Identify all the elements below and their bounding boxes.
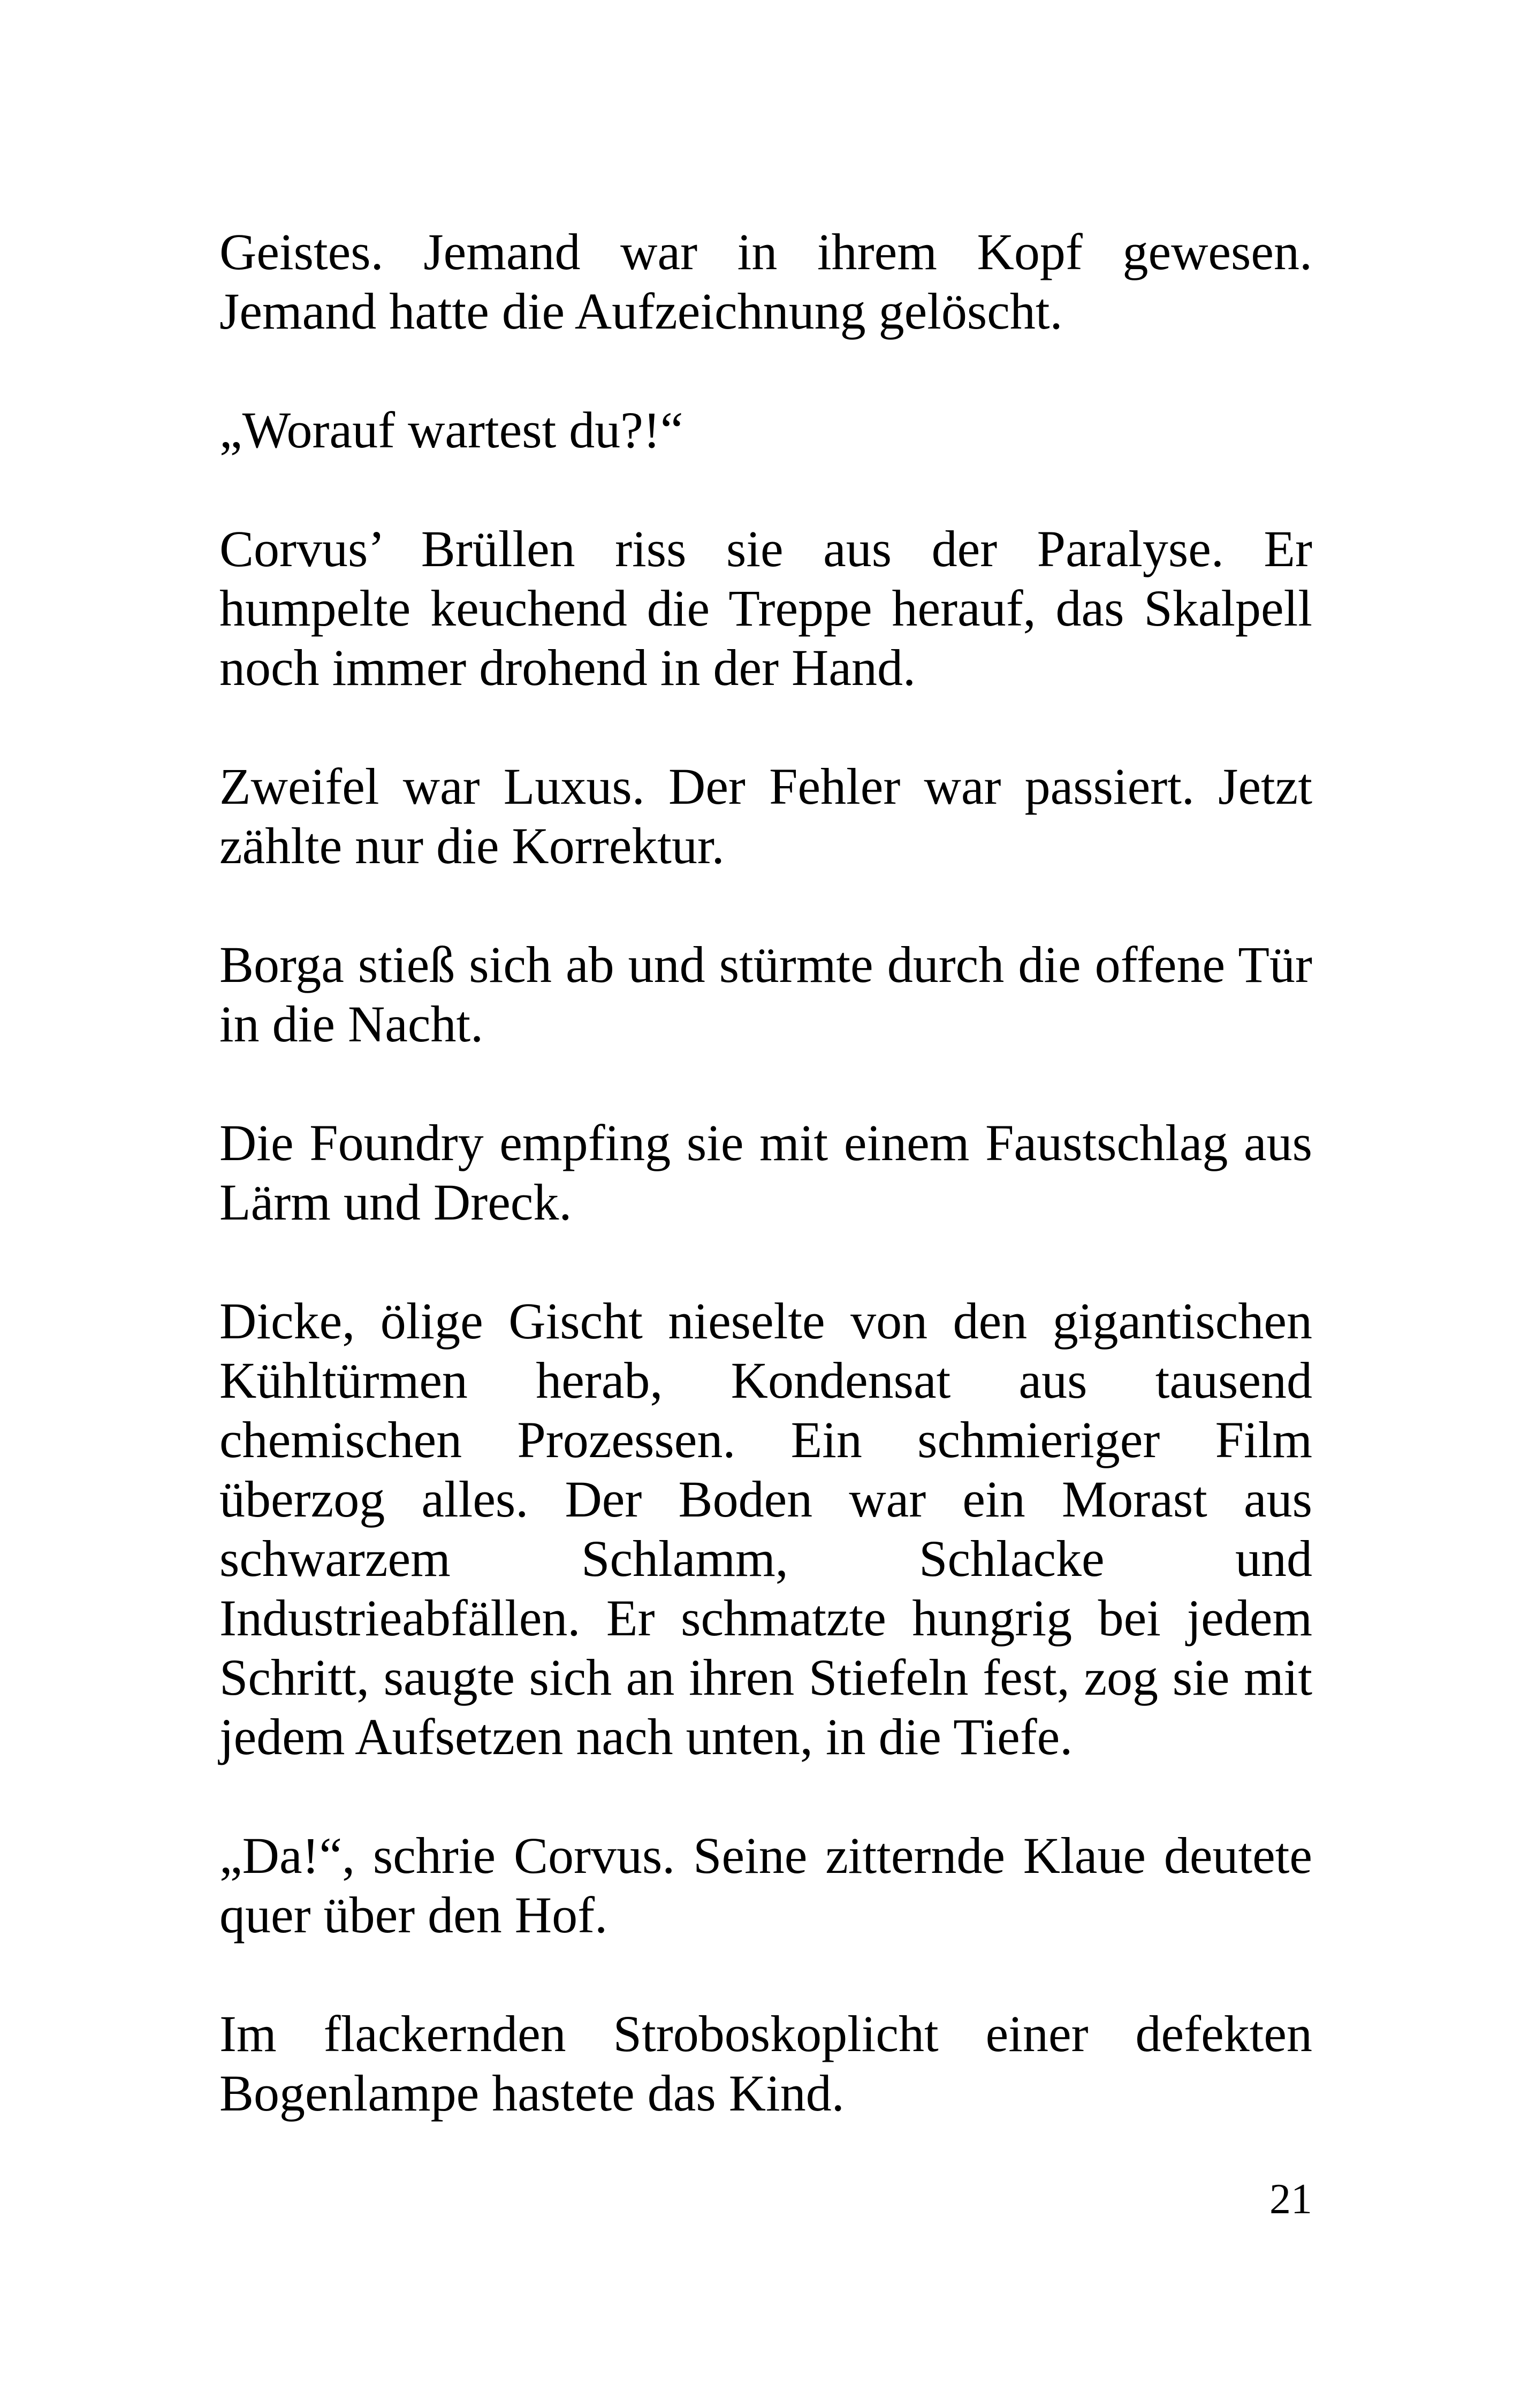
paragraph-1: Geistes. Jemand war in ihrem Kopf gewesen. Jemand hatte die Aufzeichnung gelöscht. (219, 223, 1312, 340)
paragraph-5: Borga stieß sich ab und stürmte durch die offene Tür in die Nacht. (219, 936, 1312, 1053)
paragraph-4: Zweifel war Luxus. Der Fehler war passiert. Jetzt zählte nur die Korrektur. (219, 758, 1312, 874)
body-text (219, 222, 1312, 2123)
paragraph-2: „Worauf wartest du?!“ (219, 401, 683, 459)
page-number: 21 (1269, 2176, 1312, 2223)
paragraph-3: Corvus’ Brüllen riss sie aus der Paralyse. Er humpelte keuchend die Treppe herauf, das Skalpell noch immer drohend in der Hand. (219, 520, 1312, 696)
paragraph-7: Dicke, ölige Gischt nieselte von den gigantischen Kühltürmen herab, Kondensat aus tausend chemischen Prozessen. Ein schmieriger Film überzog alles. Der Boden war ein Morast aus schwarzem Schlamm, Schlacke und Industrieabfällen. Er schmatzte hungrig bei jedem Schritt, saugte sich an ihren Stiefeln fest, zog sie mit jedem Aufsetzen nach unten, in die Tiefe. (219, 1292, 1312, 1765)
paragraph-8: „Da!“, schrie Corvus. Seine zitternde Klaue deutete quer über den Hof. (219, 1827, 1312, 1944)
paragraph-9: Im flackernden Stroboskoplicht einer defekten Bogenlampe hastete das Kind. (219, 2005, 1312, 2122)
paragraph-6: Die Foundry empfing sie mit einem Faustschlag aus Lärm und Dreck. (219, 1114, 1312, 1231)
